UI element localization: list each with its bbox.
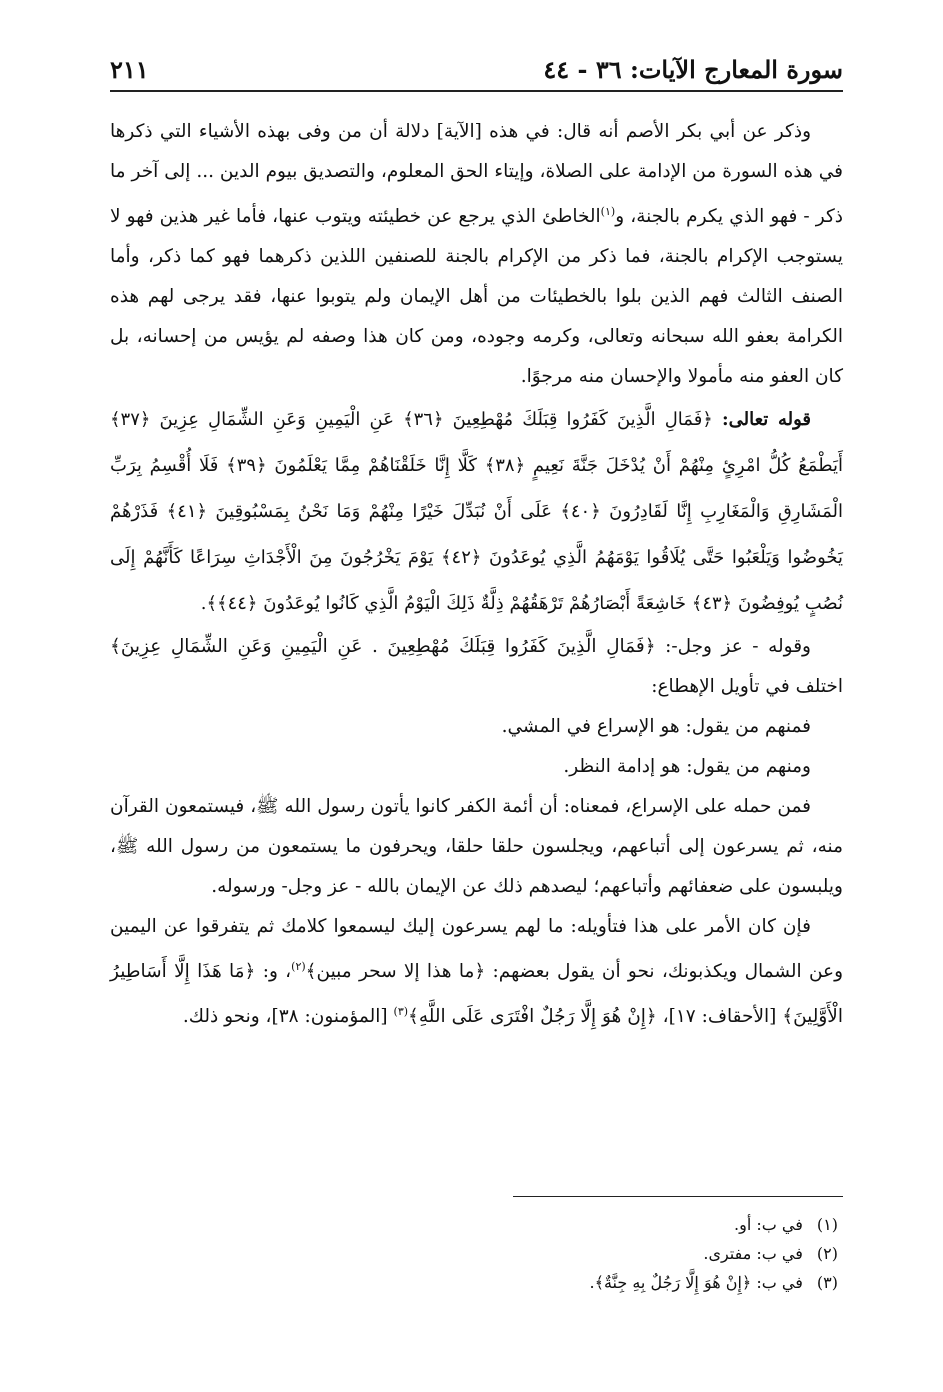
quran-text: ﴿فَمَالِ الَّذِينَ كَفَرُوا قِبَلَكَ مُهْطِعِينَ ﴿٣٦﴾ عَنِ الْيَمِينِ وَعَنِ الشِّمَالِ عِزِينَ ﴿٣٧﴾ أَيَطْمَعُ كُلُّ امْرِئٍ مِنْهُمْ أَنْ يُدْخَلَ جَنَّةَ نَعِيمٍ ﴿٣٨﴾ كَلَّا إِنَّا خَلَقْنَاهُمْ مِمَّا يَعْلَمُونَ ﴿٣٩﴾ فَلَا أُقْسِمُ بِرَبِّ الْمَشَارِقِ وَالْمَغَارِبِ إِنَّا لَقَادِرُونَ ﴿٤٠﴾ عَلَى أَنْ نُبَدِّلَ خَيْرًا مِنْهُمْ وَمَا نَحْنُ بِمَسْبُوقِينَ ﴿٤١﴾ فَذَرْهُمْ يَخُوضُوا وَيَلْعَبُوا حَتَّى يُلَاقُوا يَوْمَهُمُ الَّذِي يُوعَدُونَ ﴿٤٢﴾ يَوْمَ يَخْرُجُونَ مِنَ الْأَجْدَاثِ سِرَاعًا كَأَنَّهُمْ إِلَى نُصُبٍ يُوفِضُونَ ﴿٤٣﴾ خَاشِعَةً أَبْصَارُهُمْ تَرْهَقُهُمْ ذِلَّةٌ ذَلِكَ الْيَوْمُ الَّذِي كَانُوا يُوعَدُونَ ﴿٤٤﴾﴾.: [110, 409, 843, 615]
page-number: ٢١١: [110, 55, 149, 84]
paragraph-4: فمنهم من يقول: هو الإسراع في المشي.: [501, 716, 811, 738]
footnote-number: (٣): [816, 1273, 838, 1292]
running-header: [110, 50, 843, 92]
footnote-marker-1: (١): [600, 205, 616, 218]
footnote-number: (١): [816, 1215, 838, 1234]
paragraph-3: وقوله - عز وجل-: ﴿فَمَالِ الَّذِينَ كَفَرُوا قِبَلَكَ مُهْطِعِينَ . عَنِ الْيَمِينِ وَعَنِ الشِّمَالِ عِزِينَ﴾ اختلف في تأويل الإهطاع:: [110, 636, 843, 698]
footnote-2: [110, 1239, 838, 1268]
quran-passage: [110, 397, 843, 627]
paragraph-7: [110, 907, 843, 1037]
paragraph-7-part-c: [المؤمنون: ٣٨]، ونحو ذلك.: [182, 1006, 394, 1028]
footnote-text: في ب: ﴿إِنْ هُوَ إِلَّا رَجُلٌ بِهِ جِنَّةٌ﴾.: [589, 1273, 803, 1292]
quran-lead: قوله تعالى:: [721, 409, 811, 431]
footnote-marker-2: (٢): [291, 960, 306, 974]
running-title: سورة المعارج الآيات: ٣٦ - ٤٤: [543, 55, 843, 84]
footnotes: [110, 1210, 838, 1297]
footnote-marker-3: (٣): [393, 1005, 409, 1019]
paragraph-1: [110, 112, 843, 397]
footnote-text: في ب: أو.: [734, 1215, 803, 1234]
paragraph-1-rest: الخاطئ الذي يرجع عن خطيئته ويتوب عنها، فأما غير هذين فهو لا يستوجب الإكرام بالجنة، فما ذكر من الإكرام بالجنة للصنفين اللذين ذكرهما فهو كما ذكر، وأما الصنف الثالث فهم الذين بلوا بالخطيئات من أهل الإيمان ولم يتوبوا عنها، فقد يرجى لهم هذه الكرامة بعفو الله سبحانه وتعالى، وكرمه وجوده، ومن كان هذا وصفه لم يؤيس من إحسانه، بل كان العفو منه مأمولا والإحسان منه مرجوًا.: [110, 206, 843, 388]
footnote-number: (٢): [816, 1244, 838, 1263]
paragraph-6: فمن حمله على الإسراع، فمعناه: أن أئمة الكفر كانوا يأتون رسول الله ﷺ، فيستمعون القرآن منه، ثم يسرعون إلى أتباعهم، ويجلسون حلقا حلقا، ويحرفون ما يستمعون من رسول الله ﷺ، ويلبسون على ضعفائهم وأتباعهم؛ ليصدهم ذلك عن الإيمان بالله - عز وجل- ورسوله.: [110, 796, 843, 898]
footnote-1: [110, 1210, 838, 1239]
paragraph-7-part-a: فإن كان الأمر على هذا فتأويله: ما لهم يسرعون إليك ليسمعوا كلامك ثم يتفرقوا عن اليمين وعن الشمال ويكذبونك، نحو أن يقول بعضهم: ﴿ما هذا إلا سحر مبين﴾: [110, 916, 843, 983]
paragraph-1-text: وذكر عن أبي بكر الأصم أنه قال: في هذه [الآية] دلالة أن من وفى بهذه الأشياء التي ذكرها في هذه السورة من الإدامة على الصلاة، وإيتاء الحق المعلوم، والتصديق بيوم الدين ... إلى آخر ما ذكر - فهو الذي يكرم بالجنة، و: [110, 121, 843, 228]
footnote-divider: [513, 1196, 843, 1197]
paragraph-7-part-b: ، و: ﴿مَا هَذَا إِلَّا أَسَاطِيرُ الْأَوَّلِينَ﴾ [الأحقاف: ١٧]، ﴿إِنْ هُوَ إِلَّا رَجُلٌ افْتَرَى عَلَى اللَّهِ﴾: [110, 961, 843, 1028]
footnote-text: في ب: مفترى.: [703, 1244, 803, 1263]
footnote-3: [110, 1268, 838, 1297]
paragraph-5: ومنهم من يقول: هو إدامة النظر.: [563, 756, 811, 778]
main-text: [110, 112, 843, 1037]
